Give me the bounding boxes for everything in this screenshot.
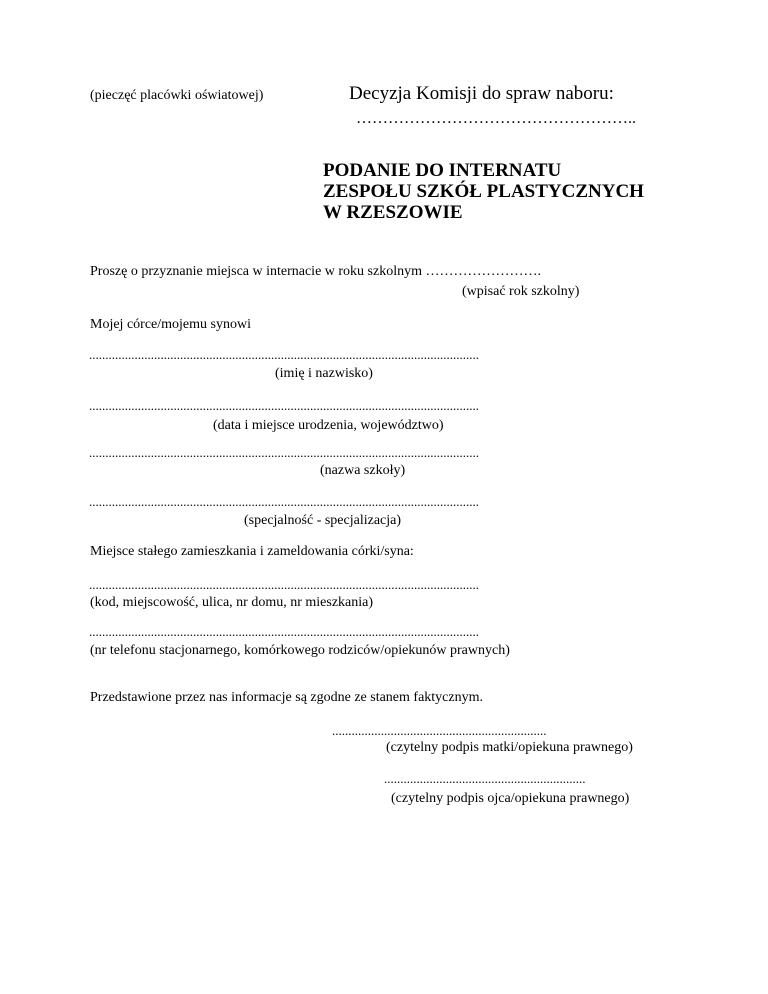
residence-heading: Miejsce stałego zamieszkania i zameldowania córki/syna:	[90, 544, 414, 559]
decision-label: Decyzja Komisji do spraw naboru:	[349, 83, 614, 104]
address-field-label: (kod, miejscowość, ulica, nr domu, nr mieszkania)	[90, 595, 374, 610]
phone-field-dots[interactable]: ........................................................................................................................	[89, 625, 479, 639]
specialty-field-dots[interactable]: ........................................................................................................................	[89, 495, 479, 509]
birth-field-label: (data i miejsce urodzenia, województwo)	[213, 418, 444, 433]
document-title	[323, 160, 723, 223]
father-signature-label: (czytelny podpis ojca/opiekuna prawnego)	[391, 791, 630, 806]
address-field-dots[interactable]: ........................................................................................................................	[89, 578, 479, 592]
specialty-field-label: (specjalność - specjalizacja)	[244, 513, 402, 528]
name-field-dots[interactable]: ........................................................................................................................	[89, 348, 479, 362]
declaration-text: Przedstawione przez nas informacje są zgodne ze stanem faktycznym.	[90, 690, 483, 705]
phone-field-label: (nr telefonu stacjonarnego, komórkowego rodziców/opiekunów prawnych)	[90, 643, 510, 658]
mother-signature-dots[interactable]: ..................................................................	[332, 724, 547, 738]
decision-dots: ……………………………………………..	[356, 110, 636, 127]
name-field-label: (imię i nazwisko)	[275, 366, 373, 381]
child-line: Mojej córce/mojemu synowi	[90, 317, 251, 332]
birth-field-dots[interactable]: ........................................................................................................................	[89, 399, 479, 413]
title-line-3: W RZESZOWIE	[323, 202, 463, 223]
school-field-label: (nazwa szkoły)	[320, 463, 406, 478]
stamp-label: (pieczęć placówki oświatowej)	[90, 88, 264, 103]
school-field-dots[interactable]: ........................................................................................................................	[89, 446, 479, 460]
mother-signature-label: (czytelny podpis matki/opiekuna prawnego)	[386, 740, 633, 755]
title-line-2: ZESPOŁU SZKÓŁ PLASTYCZNYCH	[323, 181, 644, 202]
request-text: Proszę o przyznanie miejsca w internacie w roku szkolnym …………………….	[90, 264, 542, 279]
father-signature-dots[interactable]: ..............................................................	[384, 772, 586, 786]
school-year-hint: (wpisać rok szkolny)	[462, 284, 580, 299]
title-line-1: PODANIE DO INTERNATU	[323, 160, 562, 181]
